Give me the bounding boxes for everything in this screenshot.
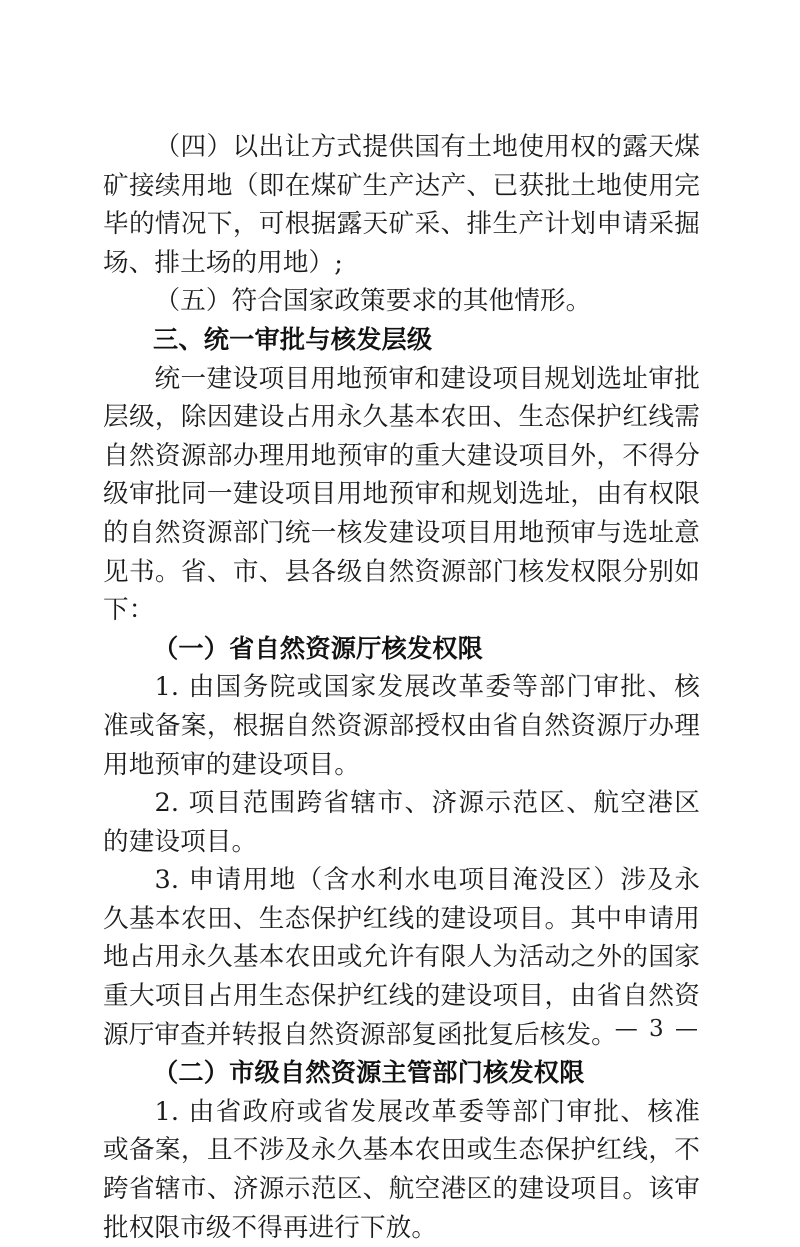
subsection-one-heading: （一）省自然资源厅核发权限 <box>153 633 484 663</box>
page-number: — 3 — <box>614 1016 700 1042</box>
subsection-two-heading: （二）市级自然资源主管部门核发权限 <box>153 1058 585 1088</box>
subsection-one-item-3: 3. 申请用地（含水利水电项目淹没区）涉及永久基本农田、生态保护红线的建设项目。其中申请用地占用永久基本农田或允许有限人为活动之外的国家重大项目占用生态保护红线的建设项目，由省自然资源厅审查并转报自然资源部复函批复后核发。 <box>103 865 700 1050</box>
subsection-one-item-2: 2. 项目范围跨省辖市、济源示范区、航空港区的建设项目。 <box>103 788 700 857</box>
section-three-heading: 三、统一审批与核发层级 <box>153 324 433 354</box>
document-body <box>103 128 700 1247</box>
section-three-intro-paragraph: 统一建设项目用地预审和建设项目规划选址审批层级，除因建设占用永久基本农田、生态保护红线需自然资源部办理用地预审的重大建设项目外，不得分级审批同一建设项目用地预审和规划选址，由有权限的自然资源部门统一核发建设项目用地预审与选址意见书。省、市、县各级自然资源部门核发权限分别如下： <box>103 363 700 626</box>
subsection-one-item-1: 1. 由国务院或国家发展改革委等部门审批、核准或备案，根据自然资源部授权由省自然资源厅办理用地预审的建设项目。 <box>103 672 700 780</box>
clause-four-paragraph: （四）以出让方式提供国有土地使用权的露天煤矿接续用地（即在煤矿生产达产、已获批土地使用完毕的情况下，可根据露天矿采、排生产计划申请采掘场、排土场的用地）; <box>103 132 700 278</box>
subsection-two-item-1: 1. 由省政府或省发展改革委等部门审批、核准或备案，且不涉及永久基本农田或生态保护红线，不跨省辖市、济源示范区、航空港区的建设项目。该审批权限市级不得再进行下放。 <box>103 1096 700 1243</box>
clause-five-paragraph: （五）符合国家政策要求的其他情形。 <box>154 286 592 317</box>
